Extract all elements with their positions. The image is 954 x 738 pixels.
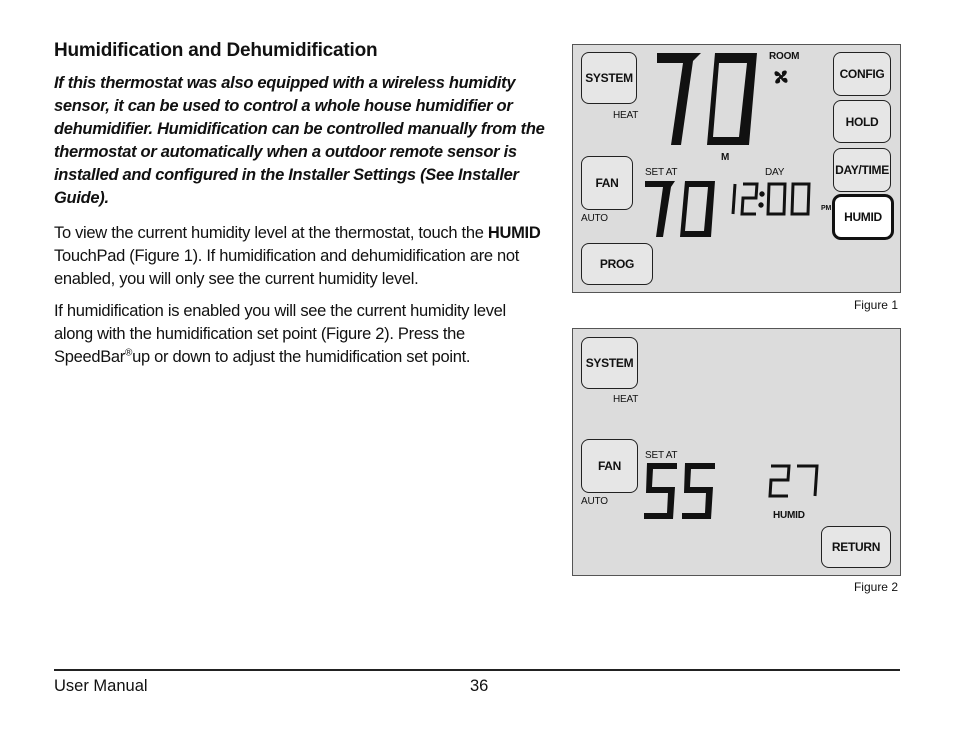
pm-label: PM (821, 205, 832, 212)
time-display (729, 181, 825, 217)
footer-divider (54, 669, 900, 671)
humidity-set-point-display (643, 461, 719, 521)
config-button[interactable]: CONFIG (833, 52, 891, 96)
room-temperature-display (653, 49, 763, 149)
page-number: 36 (470, 677, 489, 695)
thermostat-screen-figure-2 (572, 328, 901, 576)
registered-mark: ® (125, 347, 133, 359)
para1-humid-keyword: HUMID (487, 224, 541, 242)
footer-title: User Manual (54, 677, 148, 695)
fan-button[interactable]: FAN (581, 156, 633, 210)
para1-text-before: To view the current humidity level at the thermostat, touch the (54, 224, 488, 242)
figure-2-caption: Figure 2 (853, 580, 898, 594)
intro-paragraph: If this thermostat was also equipped with a wireless humidity sensor, it can be used to control a whole house humidifier or dehumidifier. Humidification can be controlled manually from the thermostat or automatically when a outdoor remote sensor is installed and configured in the Installer Settings (See Installer Guide). (54, 74, 545, 207)
heat-mode-label: HEAT (613, 394, 639, 405)
paragraph-set-point (54, 300, 544, 369)
fan-button[interactable]: FAN (581, 439, 638, 493)
heat-mode-label: HEAT (613, 110, 639, 121)
section-heading: Humidification and Dehumidification (54, 40, 378, 61)
fan-auto-label: AUTO (581, 213, 608, 224)
set-at-label: SET AT (645, 450, 678, 461)
prog-button[interactable]: PROG (581, 243, 653, 285)
system-button[interactable]: SYSTEM (581, 52, 637, 104)
hold-button[interactable]: HOLD (833, 100, 891, 143)
day-label: DAY (765, 167, 785, 178)
fan-icon (771, 67, 791, 87)
para2-text-before: If humidification is enabled you will see the current humidity level along with the humidification set point (Figure 2). Press the SpeedBar (54, 302, 506, 366)
return-button[interactable]: RETURN (821, 526, 891, 568)
humid-button[interactable]: HUMID (832, 194, 894, 240)
para2-text-after: up or down to adjust the humidification set point. (132, 348, 471, 366)
set-temperature-display (643, 179, 719, 239)
system-button[interactable]: SYSTEM (581, 337, 638, 389)
humid-label: HUMID (773, 510, 805, 521)
para1-text-after: TouchPad (Figure 1). If humidification and dehumidification are not enabled, you will only see the current humidity level. (54, 247, 520, 288)
day-time-button[interactable]: DAY/TIME (833, 148, 891, 192)
room-label: ROOM (769, 51, 800, 62)
set-at-label: SET AT (645, 167, 678, 178)
fan-auto-label: AUTO (581, 496, 608, 507)
paragraph-view-humidity (54, 222, 544, 291)
figure-1-caption: Figure 1 (853, 298, 898, 312)
current-humidity-display (767, 463, 821, 499)
thermostat-screen-figure-1 (572, 44, 901, 293)
m-label: M (721, 152, 730, 163)
